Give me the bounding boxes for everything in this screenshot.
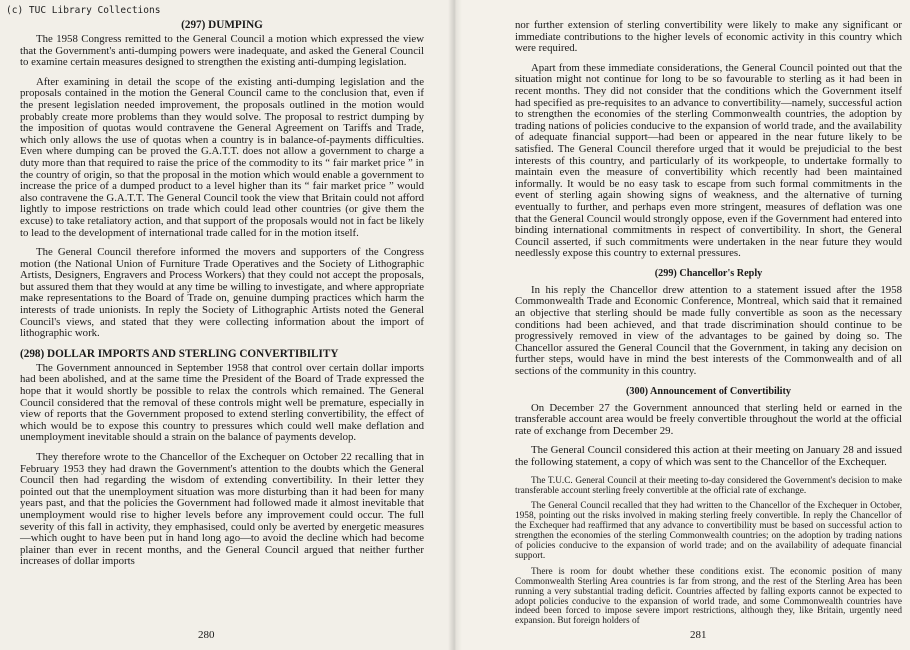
paragraph: The Government announced in September 1958 that control over certain dollar imports had been abolished, and at the same time the President of the Board of Trade expressed the hope that it would shortly be possible to relax the controls which remained. The General Council considered that the removal of these controls might well be premature, especially in view of reports that the Government proposed to extend sterling convertibility, the effect of which would be to expose this country to pressures which could well make deflation and unemployment inevitable should a strain on the balance of payments develop. — [20, 361, 424, 444]
paragraph: The General Council therefore informed the movers and supporters of the Congress motion (the National Union of Furniture Trade Operatives and the Society of Lithographic Artists, Designers, Engravers and Process Workers) that they could not accept the proposals, but assured them that they would at any time be willing to investigate, and where appropriate make representations to the Board of Trade on, genuine dumping practices which harm the interests of trade unionists. In reply the Society of Lithographic Artists noted the General Council's views, and stated that they were collecting information about the import of lithographic work. — [20, 246, 424, 340]
paragraph: The 1958 Congress remitted to the General Council a motion which expressed the view that the Government's anti-dumping powers were inadequate, and asked the General Council to examine certain measures designed to strengthen the existing anti-dumping legislation. — [20, 33, 424, 69]
section-heading-announcement: (300) Announcement of Convertibility — [626, 385, 791, 397]
quoted-statement: The General Council recalled that they had written to the Chancellor of the Exchequer in October, 1958, pointing out the risks involved in making sterling freely convertible. In reply the Chancellor of the Exchequer had reaffirmed that any advance to convertibility must be based on successful action to strengthen the economies of the sterling Commonwealth countries; on the adoption by trading nations of policies conducive to the expansion of world trade; and on the availability of adequate financial support. — [515, 501, 902, 561]
paragraph: nor further extension of sterling convertibility were likely to make any significant or immediate contributions to the higher levels of economic activity in this country which were required. — [515, 19, 902, 55]
section-heading-chancellors-reply: (299) Chancellor's Reply — [654, 267, 763, 279]
right-page-column — [515, 20, 902, 633]
paragraph: In his reply the Chancellor drew attention to a statement issued after the 1958 Commonwealth Trade and Economic Conference, Montreal, which said that it remained an objective that sterling should be made fully convertible as soon as the necessary conditions had been achieved, and that trade discrimination should continue to be progressively removed in view of the advantages to be gained by doing so. The Chancellor assured the General Council that the Government, in taking any decision on further steps, would have in mind the best interests of the Commonwealth and of all sections of the community in this country. — [515, 283, 902, 378]
page-number-left: 280 — [198, 629, 215, 641]
book-gutter-shadow — [448, 0, 462, 650]
page-number-right: 281 — [690, 629, 707, 641]
paragraph: Apart from these immediate considerations, the General Council pointed out that the situation might not continue for long to be so favourable to sterling as it had been in recent months. They did not consider that the conditions which the Government itself had specified as pre-requisites to an advance to convertibility—namely, successful action to strengthen the economies of the sterling Commonwealth countries, the adoption by trading nations of policies conducive to the expansion of world trade, and the availability of adequate financial support—had been or appeared in the near future likely to be satisfied. The General Council therefore urged that it would be prejudicial to the best interests of this country, and particularly of its workpeople, to undertake formally to maintain even the measure of convertibility which recently had been maintained informally. It would be no easy task to escape from such formal commitments in the event of sterling again showing signs of weakness, and the alternative of turning eventually to further, and perhaps even more stringent, measures of deflation was one that the General Council would strongly oppose, even if the Government had entered into binding international commitments in respect of convertibility. In short, the General Council asserted, if such commitments were undertaken in the near future they would needlessly expose this country to external pressures. — [515, 61, 902, 260]
left-page-column — [20, 19, 424, 576]
copyright-watermark: (c) TUC Library Collections — [6, 5, 161, 16]
quoted-statement: The T.U.C. General Council at their meeting to-day considered the Government's decision to make transferable account sterling freely convertible at the official rate of exchange. — [515, 475, 902, 496]
paragraph: After examining in detail the scope of the existing anti-dumping legislation and the proposals contained in the motion the General Council came to the conclusion that, even if the present legislation needed improvement, the proposals outlined in the motion would probably create more problems than they would solve. The proposal to restrict dumping by the imposition of quotas would contravene the General Agreement on Tariffs and Trade, which only allows the use of quotas when a country is in balance-of-payments difficulties. Even where dumping can be proved the G.A.T.T. does not allow a government to charge a duty more than that required to raise the price of the commodity to its “ fair market price ” in the country of origin, so that the proposal in the motion which would enable a government to increase the price of a dumped product to a level higher than its “ fair market price ” would also contravene the G.A.T.T. The General Council took the view that Britain could not afford lightly to impose restrictions on trade which could lead other countries (or give them the excuse) to take retaliatory action, and that support of the proposals would not in fact be likely to lead to the development of international trade called for in the motion itself. — [20, 75, 424, 239]
paragraph: They therefore wrote to the Chancellor of the Exchequer on October 22 recalling that in February 1953 they had drawn the Government's attention to the doubts which the General Council then had regarding the wisdom of extending convertibility. In their letter they pointed out that the unemployment situation was more disturbing than it had been for many years past, and that the policies the Government had followed made it almost inevitable that unemployment would rise to higher levels before any improvement could occur. The full severity of this fall in activity, they emphasised, could only be averted by energetic measures—which ought to have been put in hand long ago—to avoid the decline which had become plainer than ever in recent months, and the General Council argued that neither further increases of dollar imports — [20, 451, 424, 568]
section-heading-dumping: (297) DUMPING — [181, 19, 263, 31]
section-heading-dollar-imports: (298) DOLLAR IMPORTS AND STERLING CONVERTIBILITY — [20, 347, 339, 360]
right-page — [455, 0, 910, 650]
quoted-statement: There is room for doubt whether these conditions exist. The economic position of many Commonwealth Sterling Area countries is far from strong, and the rest of the Sterling Area has been running a very substantial trading deficit. Countries affected by falling exports cannot be expected to adopt policies conducive to the expansion of world trade, and some Commonwealth countries have indeed been forced to impose severe import restrictions, although they, like Britain, urgently need expansion. But foreign holders of — [515, 566, 902, 627]
paragraph: On December 27 the Government announced that sterling held or earned in the transferable account area would be freely convertible throughout the world at the official rate of exchange from December 29. — [515, 401, 902, 437]
paragraph: The General Council considered this action at their meeting on January 28 and issued the following statement, a copy of which was sent to the Chancellor of the Exchequer. — [515, 444, 902, 468]
